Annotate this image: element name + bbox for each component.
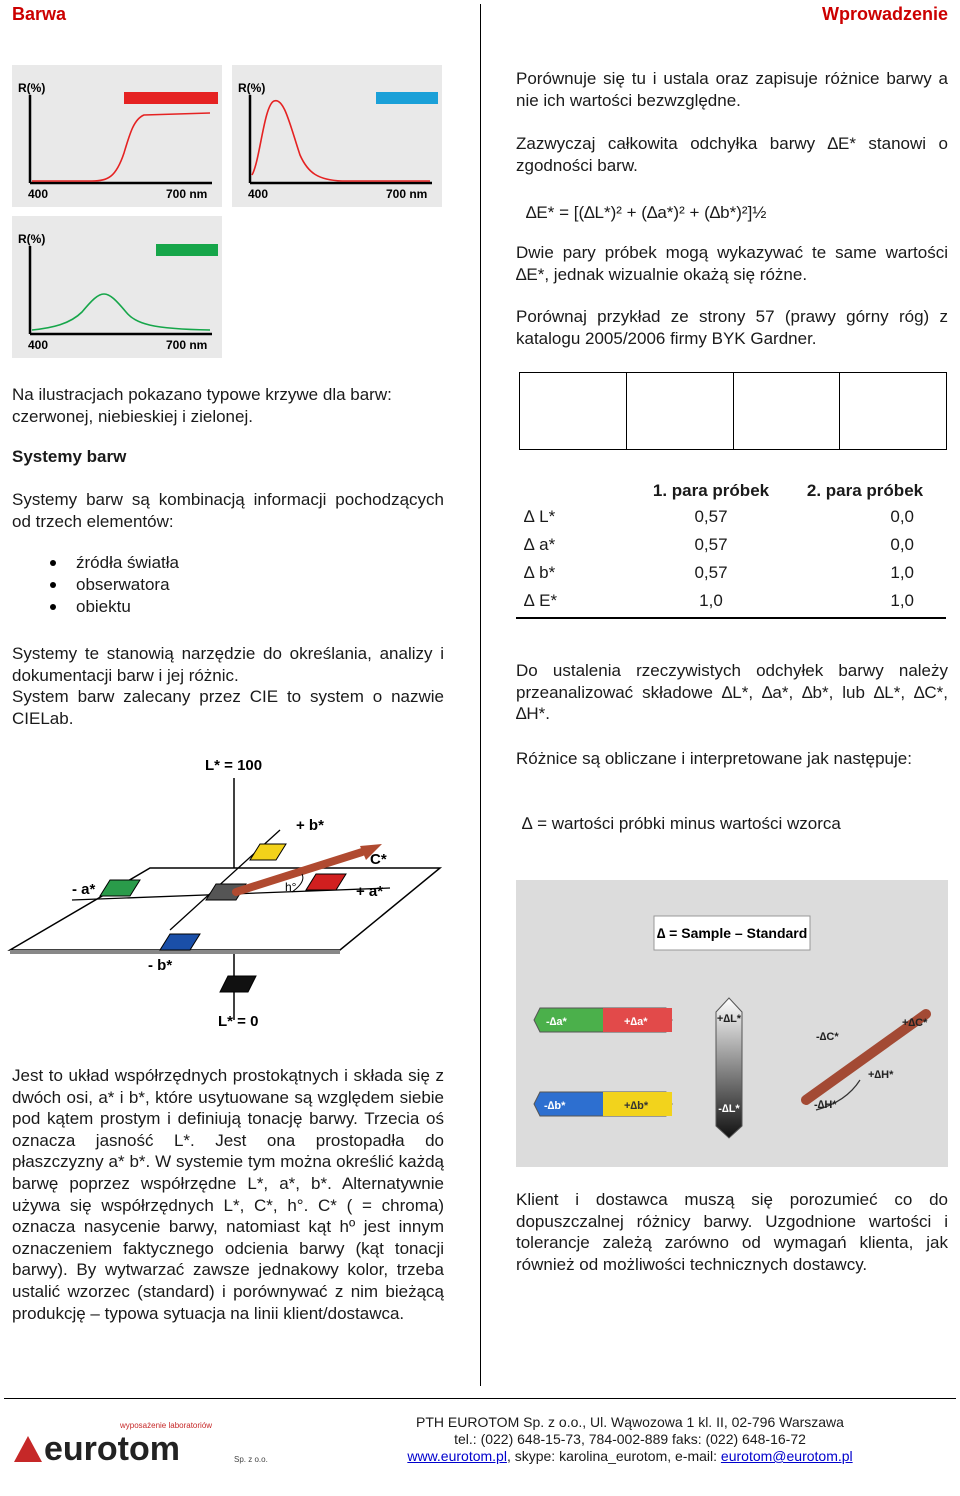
list-item: źródła światła (46, 552, 179, 574)
plus-b-label: + b* (296, 817, 324, 834)
paragraph-compare-example: Porównaj przykład ze strony 57 (prawy górny róg) z katalogu 2005/2006 firmy BYK Gardner. (516, 307, 948, 348)
table-header-cell: 1. para próbek (652, 481, 770, 500)
table-cell: ∆ E* (524, 591, 558, 610)
table-cell: 1,0 (699, 591, 723, 610)
y-axis-label: R(%) (238, 81, 266, 95)
paragraph-systems-tools: Systemy te stanowią narzędzie do określania, analizy i dokumentacji barw i jej różnic. (12, 644, 444, 685)
header-right-title: Wprowadzenie (821, 4, 948, 24)
table-cell: 0,0 (890, 507, 914, 526)
paragraph-cielab: System barw zalecany przez CIE to system o nazwie CIELab. (12, 687, 444, 728)
footer-contact (320, 1414, 940, 1465)
table-row (516, 503, 944, 531)
footer-rule (4, 1398, 956, 1399)
minus-delta-b-label: -∆b* (544, 1100, 566, 1112)
footer-company: PTH EUROTOM Sp. z o.o., Ul. Wąwozowa 1 kl. II, 02-796 Warszawa (416, 1414, 844, 1430)
green-reflectance-chart (12, 216, 222, 358)
x-axis-start-label: 400 (28, 187, 49, 201)
paragraph-coordinates: Jest to układ współrzędnych prostokątnych i składa się z dwóch osi, a* i b*, które usytuowane są względem siebie pod kątem prostym i definiują tonację barwy. Trzecia oś oznacza jasność L*. Jest ona prostopadła do płaszczyzny a* b*. W systemie tym można określić każdą barwę poprzez współrzędne L*, a*, b*. Alternatywnie używa się współrzędnych L*, C*, h°. C* ( = chroma) oznacza nasycenie barwy, natomiast kąt hº jest innym oznaczeniem faktycznego odcienia barwy (kąt tonacji barwy). By wytwarzać zawsze jednakowy kolor, trzeba ustalić wzorzec (standard) i porównywać z nim bieżącą produkcję – typowa sytuacja na linii klient/dostawca. (12, 1066, 444, 1323)
plus-delta-a-label: +∆a* (624, 1016, 648, 1028)
table-cell: ∆ b* (524, 563, 556, 582)
table-header-cell: 2. para próbek (806, 481, 924, 500)
green-swatch (156, 244, 218, 256)
delta-definition: ∆ = wartości próbki minus wartości wzorca (522, 814, 841, 833)
logo-wordmark: eurotom (44, 1430, 180, 1468)
sample-swatch-row (519, 372, 947, 450)
minus-delta-l-label: -∆L* (718, 1103, 740, 1115)
minus-b-label: - b* (148, 957, 173, 974)
header-left-title: Barwa (12, 4, 67, 24)
table-cell: ∆ L* (524, 507, 556, 526)
minus-delta-h-label: -∆H* (814, 1099, 837, 1111)
eurotom-logo (12, 1418, 268, 1470)
email-link[interactable]: eurotom@eurotom.pl (720, 1448, 853, 1464)
website-link[interactable]: www.eurotom.pl (407, 1448, 507, 1464)
table-cell: 0,0 (890, 535, 914, 554)
charts-caption: Na ilustracjach pokazano typowe krzywe dla barw: czerwonej, niebieskiej i zielonej. (12, 385, 392, 426)
sample-swatch (520, 373, 627, 449)
paragraph-interpretation: Różnice są obliczane i interpretowane jak następuje: (516, 749, 912, 768)
sample-swatch (840, 373, 946, 449)
sample-pairs-table (516, 479, 944, 615)
paragraph-client-supplier: Klient i dostawca muszą się porozumieć co do dopuszczalnej różnicy barwy. Uzgodnione wartości i tolerancje zależą zarówno od wymagań klienta, jak również od możliwości technicznych dostawcy. (516, 1190, 948, 1274)
y-axis-label: R(%) (18, 81, 46, 95)
list-item: obiektu (46, 596, 179, 618)
red-reflectance-chart (12, 65, 222, 207)
blue-swatch (376, 92, 438, 104)
red-swatch (124, 92, 218, 104)
blue-reflectance-chart (232, 65, 442, 207)
x-axis-end-label: 700 nm (386, 187, 428, 201)
paragraph-differences: Porównuje się tu i ustala oraz zapisuje różnice barwy a nie ich wartości bezwzględne. (516, 69, 948, 110)
table-header-cell (516, 479, 636, 503)
green-curve (32, 294, 210, 330)
table-cell: 0,57 (694, 507, 728, 526)
logo-tagline: wyposażenie laboratoriów (120, 1421, 213, 1430)
chroma-label: C* (370, 851, 387, 868)
paragraph-components: Do ustalenia rzeczywistych odchyłek barwy należy przeanalizować składowe ∆L*, ∆a*, ∆b*, lub ∆L*, ∆C*, ∆H*. (516, 661, 948, 723)
section-heading: Systemy barw (12, 447, 127, 466)
minus-a-label: - a* (72, 881, 96, 898)
table-cell: 0,57 (694, 563, 728, 582)
x-axis-start-label: 400 (28, 338, 49, 352)
plus-delta-l-label: +∆L* (716, 1013, 742, 1025)
logo-suffix: Sp. z o.o. (234, 1455, 268, 1464)
hue-angle-label: h° (285, 880, 297, 894)
x-axis-end-label: 700 nm (166, 187, 208, 201)
footer-links-line (320, 1448, 940, 1465)
red-curve (32, 113, 210, 181)
delta-e-formula: ∆E* = [(∆L*)² + (∆a*)² + (∆b*)²]½ (526, 203, 767, 222)
table-cell: ∆ a* (524, 535, 556, 554)
cielab-space-diagram (10, 750, 440, 1035)
sample-swatch (627, 373, 734, 449)
x-axis-end-label: 700 nm (166, 338, 208, 352)
blue-curve (252, 101, 430, 181)
x-axis-start-label: 400 (248, 187, 269, 201)
plus-a-label: + a* (356, 883, 384, 900)
sample-standard-title: ∆ = Sample – Standard (656, 925, 808, 941)
elements-list (46, 552, 179, 618)
plus-delta-b-label: +∆b* (624, 1100, 649, 1112)
l100-label: L* = 100 (205, 757, 263, 774)
table-cell: 0,57 (694, 535, 728, 554)
column-divider (480, 4, 481, 1386)
table-row (516, 531, 944, 559)
paragraph-systems-intro: Systemy barw są kombinacją informacji pochodzących od trzech elementów: (12, 490, 444, 531)
table-cell: 1,0 (890, 591, 914, 610)
sample-swatch (734, 373, 841, 449)
plus-delta-h-label: +∆H* (868, 1069, 894, 1081)
l0-label: L* = 0 (218, 1013, 259, 1030)
minus-delta-c-label: -∆C* (816, 1031, 839, 1043)
paragraph-total-deviation: Zazwyczaj całkowita odchyłka barwy ∆E* stanowi o zgodności barw. (516, 134, 948, 175)
footer-phones: tel.: (022) 648-15-73, 784-002-889 faks: (022) 648-16-72 (454, 1431, 806, 1447)
list-item: obserwatora (46, 574, 179, 596)
table-row (516, 559, 944, 587)
y-axis-label: R(%) (18, 232, 46, 246)
table-cell: 1,0 (890, 563, 914, 582)
table-row (516, 587, 944, 615)
footer-skype: , skype: karolina_eurotom, e-mail: (506, 1448, 721, 1464)
plus-delta-c-label: +∆C* (902, 1017, 928, 1029)
table-bottom-rule (516, 617, 946, 619)
table-header-row (516, 479, 944, 503)
delta-components-diagram (516, 880, 948, 1167)
paragraph-two-pairs: Dwie pary próbek mogą wykazywać te same wartości ∆E*, jednak wizualnie okażą się różne. (516, 243, 948, 284)
minus-delta-a-label: -∆a* (546, 1016, 567, 1028)
